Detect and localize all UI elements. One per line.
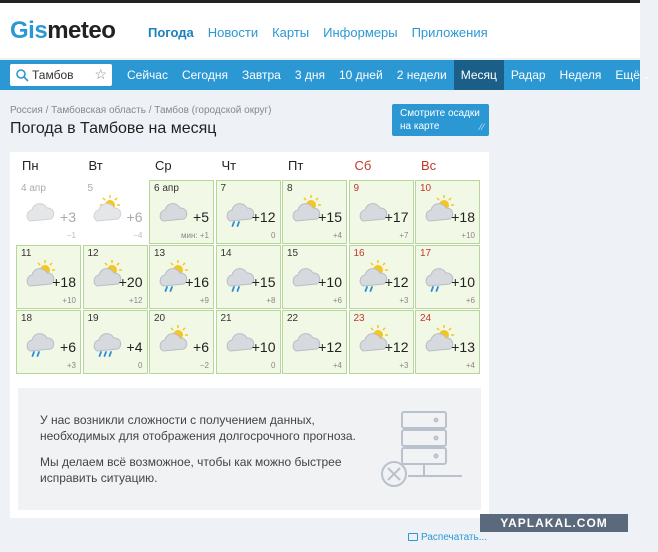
sun-cloud-icon (287, 195, 321, 227)
max-temperature: +6 (126, 209, 143, 225)
max-temperature: +3 (60, 209, 76, 225)
day-cell[interactable] (16, 245, 81, 309)
max-temperature: +12 (318, 339, 342, 355)
partly-cloudy-icon (88, 195, 122, 227)
error-message: У нас возникли сложности с получением данных, необходимых для отображения долгосрочного прогноза. (40, 413, 356, 443)
sun-cloud-icon (354, 325, 388, 357)
tab-10[interactable]: Ещё ⌄ (615, 68, 652, 82)
min-temperature: +3 (66, 361, 76, 370)
cloudy-icon (354, 195, 388, 227)
day-cell[interactable] (149, 245, 214, 309)
max-temperature: +20 (118, 274, 143, 290)
day-cell[interactable] (349, 310, 414, 374)
max-temperature: +15 (251, 274, 276, 290)
tab-2[interactable]: Сегодня (181, 68, 228, 82)
min-temperature: +3 (399, 361, 409, 370)
day-date: 12 (87, 248, 99, 259)
min-temperature: 0 (271, 361, 276, 370)
weekday-header: Сб (354, 158, 372, 173)
nav-link[interactable]: Карты (272, 25, 310, 40)
period-tabs (120, 60, 658, 90)
gismeteo-logo[interactable]: Gismeteo (10, 17, 116, 44)
print-link[interactable]: Распечатать... (408, 532, 487, 543)
day-date: 8 (287, 183, 293, 194)
day-cell[interactable] (149, 310, 214, 374)
max-temperature: +10 (251, 339, 276, 355)
breadcrumb[interactable]: Россия / Тамбовская область / Тамбов (городской округ) (10, 105, 272, 116)
min-temperature: +8 (266, 296, 276, 305)
max-temperature: +13 (451, 339, 475, 355)
max-temperature: +10 (318, 274, 342, 290)
day-date: 21 (220, 313, 232, 324)
day-date: 23 (353, 313, 365, 324)
day-date: 4 апр (21, 183, 46, 194)
day-date: 20 (154, 313, 166, 324)
min-temperature: 0 (271, 231, 276, 240)
day-date: 14 (220, 248, 232, 259)
min-temperature: +10 (461, 231, 475, 240)
search-icon (15, 68, 29, 82)
forecast-error-panel (18, 388, 481, 510)
rain-icon (221, 195, 255, 227)
min-temperature: +4 (465, 361, 475, 370)
min-temperature: +10 (62, 296, 76, 305)
day-date: 6 апр (154, 183, 179, 194)
tab-7[interactable]: Месяц (454, 60, 504, 90)
day-cell[interactable] (16, 310, 81, 374)
rain-icon (21, 325, 55, 357)
tab-8[interactable]: Радар (510, 68, 546, 82)
cloudy-icon (287, 325, 321, 357)
day-cell[interactable] (349, 180, 414, 244)
nav-link[interactable]: Приложения (411, 25, 488, 40)
day-cell[interactable] (415, 245, 480, 309)
tab-5[interactable]: 10 дней (339, 68, 383, 82)
day-cell[interactable] (415, 180, 480, 244)
server-error-icon (374, 408, 464, 488)
day-cell[interactable] (282, 245, 347, 309)
cloudy-icon (154, 195, 188, 227)
nav-link[interactable]: Информеры (323, 25, 398, 40)
max-temperature: +16 (185, 274, 209, 290)
min-temperature: мин: +1 (181, 231, 209, 240)
max-temperature: +12 (384, 339, 409, 355)
tab-9[interactable]: Неделя (559, 68, 602, 82)
day-date: 10 (420, 183, 432, 194)
day-date: 7 (220, 183, 227, 194)
tab-4[interactable]: 3 дня (294, 68, 325, 82)
day-date: 17 (420, 248, 432, 259)
day-cell[interactable] (282, 310, 347, 374)
max-temperature: +6 (193, 339, 209, 355)
page-title: Погода в Тамбове на месяц (10, 120, 217, 137)
sun-cloud-icon (154, 325, 188, 357)
max-temperature: +6 (60, 339, 76, 355)
min-temperature: +3 (399, 296, 409, 305)
cloudy-icon (221, 325, 255, 357)
min-temperature: +4 (332, 231, 342, 240)
search-input[interactable] (32, 66, 92, 84)
day-date: 24 (420, 313, 432, 324)
tab-1[interactable]: Сейчас (127, 68, 168, 82)
weekday-header: Ср (155, 158, 172, 173)
day-cell[interactable] (415, 310, 480, 374)
day-cell[interactable] (349, 245, 414, 309)
sun-cloud-icon (420, 195, 454, 227)
min-temperature: −2 (199, 361, 209, 370)
cloudy-icon (287, 260, 321, 292)
weekday-header: Пт (288, 158, 304, 173)
max-temperature: +15 (318, 209, 342, 225)
chevron-down-icon: ⌄ (639, 71, 652, 82)
min-temperature: +7 (399, 231, 409, 240)
sun-rain-icon (154, 260, 188, 292)
city-search[interactable] (10, 64, 112, 86)
day-cell[interactable] (216, 180, 281, 244)
min-temperature: +4 (332, 361, 342, 370)
max-temperature: +18 (52, 274, 76, 290)
printer-icon (408, 533, 418, 541)
day-cell[interactable] (216, 245, 281, 309)
favorite-star-icon[interactable]: ☆ (94, 66, 107, 82)
max-temperature: +18 (451, 209, 475, 225)
day-date: 18 (21, 313, 33, 324)
day-date: 9 (353, 183, 360, 194)
precipitation-map-button[interactable]: Смотрите осадки на карте ⁄⁄ (392, 104, 489, 136)
day-cell[interactable] (216, 310, 281, 374)
sun-cloud-icon (21, 260, 55, 292)
tab-3[interactable]: Завтра (241, 68, 281, 82)
rain-icon (420, 260, 454, 292)
rain-icon (221, 260, 255, 292)
max-temperature: +12 (251, 209, 276, 225)
heavy-rain-icon (88, 325, 122, 357)
cloudy-icon (21, 195, 55, 227)
main-nav (148, 25, 488, 40)
day-cell[interactable] (282, 180, 347, 244)
weekday-header: Вс (421, 158, 437, 173)
min-temperature: +6 (332, 296, 342, 305)
max-temperature: +4 (126, 339, 143, 355)
sun-cloud-icon (420, 325, 454, 357)
day-cell[interactable] (16, 180, 81, 244)
day-date: 19 (87, 313, 99, 324)
weekday-header: Пн (22, 158, 39, 173)
tab-6[interactable]: 2 недели (396, 68, 447, 82)
day-cell[interactable] (149, 180, 214, 244)
sun-rain-icon (354, 260, 388, 292)
max-temperature: +10 (451, 274, 475, 290)
min-temperature: +12 (128, 296, 143, 305)
day-cell[interactable] (83, 180, 148, 244)
min-temperature: +9 (199, 296, 209, 305)
day-date: 11 (21, 248, 32, 259)
day-date: 16 (353, 248, 365, 259)
min-temperature: −4 (133, 231, 143, 240)
weekday-header: Вт (88, 158, 103, 173)
max-temperature: +5 (193, 209, 209, 225)
max-temperature: +12 (384, 274, 409, 290)
day-cell[interactable] (83, 245, 148, 309)
max-temperature: +17 (384, 209, 409, 225)
day-cell[interactable] (83, 310, 148, 374)
min-temperature: +6 (465, 296, 475, 305)
sun-cloud-icon (88, 260, 122, 292)
top-header (0, 0, 640, 58)
day-date: 15 (287, 248, 299, 259)
nav-link[interactable]: Новости (207, 25, 259, 40)
error-apology: Мы делаем всё возможное, чтобы как можно быстрее исправить ситуацию. (40, 455, 342, 485)
weekday-header: Чт (221, 158, 237, 173)
nav-link[interactable]: Погода (148, 25, 194, 40)
day-date: 5 (87, 183, 94, 194)
day-date: 13 (154, 248, 166, 259)
day-date: 22 (287, 313, 299, 324)
min-temperature: 0 (138, 361, 143, 370)
watermark: YAPLAKAL.COM (480, 514, 628, 532)
min-temperature: −1 (66, 231, 76, 240)
rain-drops-icon: ⁄⁄ (479, 122, 485, 132)
